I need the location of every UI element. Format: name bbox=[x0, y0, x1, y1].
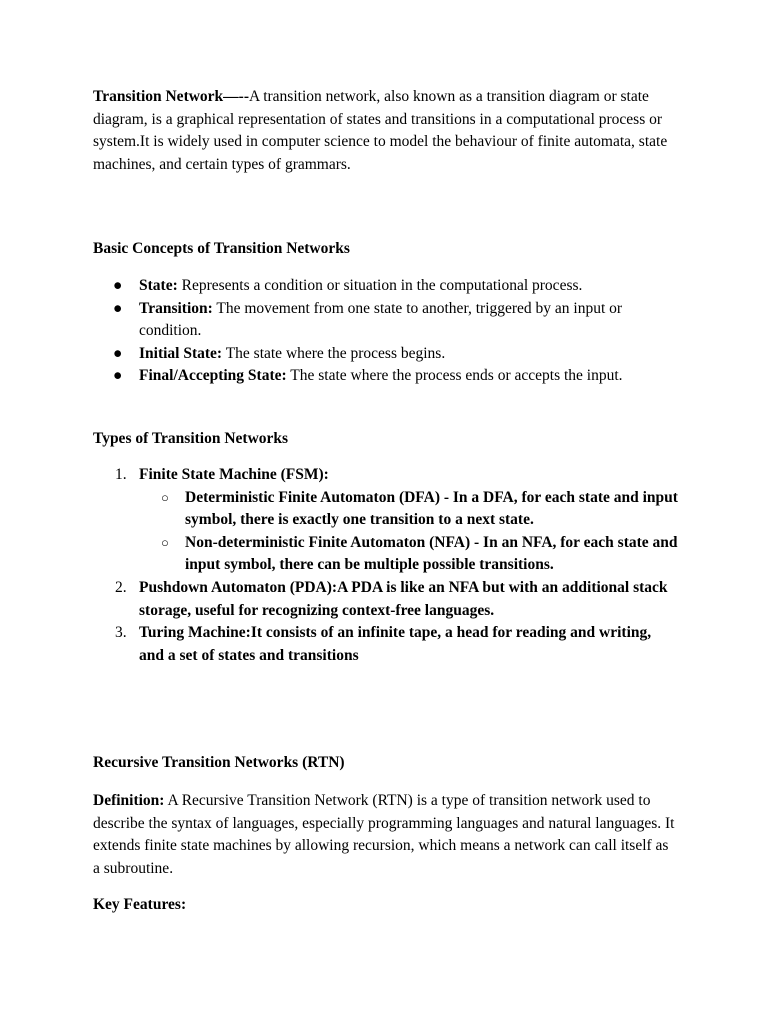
item-text: Represents a condition or situation in the computational process. bbox=[177, 277, 583, 294]
item-text: The movement from one state to another, triggered by an input or condition. bbox=[139, 299, 623, 340]
bullet-icon: ● bbox=[113, 344, 123, 362]
key-features-heading: Key Features: bbox=[93, 896, 187, 913]
circle-bullet-icon: ○ bbox=[161, 534, 169, 550]
bullet-icon: ● bbox=[113, 277, 123, 294]
item-term: Final/Accepting State: bbox=[139, 367, 287, 385]
fsm-sublist bbox=[139, 487, 678, 577]
sublist-item bbox=[139, 487, 678, 532]
item-text: Turing Machine:It consists of an infinite tape, a head for reading and writing, and a set of states and transitions bbox=[139, 624, 652, 664]
item-term: State: bbox=[139, 277, 178, 294]
document-page bbox=[93, 86, 678, 913]
basic-concepts-heading: Basic Concepts of Transition Networks bbox=[93, 240, 350, 257]
list-item bbox=[93, 343, 678, 366]
item-term: Transition: bbox=[139, 299, 213, 317]
item-text: The state where the process begins. bbox=[222, 344, 446, 362]
sublist-item bbox=[139, 532, 678, 577]
list-item bbox=[93, 577, 678, 622]
item-text: The state where the process ends or accepts the input. bbox=[286, 367, 623, 385]
list-number: 2. bbox=[115, 578, 127, 596]
intro-text: A transition network, also known as a transition diagram or state diagram, is a graphical representation of states and transitions in a computational process or system.It is widely used in computer science to model the behaviour of finite automata, state machines, and certain types of grammars. bbox=[93, 88, 668, 173]
list-item bbox=[93, 275, 678, 298]
basic-concepts-list bbox=[93, 275, 678, 388]
list-item bbox=[93, 365, 678, 388]
circle-bullet-icon: ○ bbox=[161, 489, 169, 505]
item-text: Pushdown Automaton (PDA):A PDA is like an NFA but with an additional stack storage, useful for recognizing context-free languages. bbox=[139, 578, 668, 619]
item-text: Finite State Machine (FSM): bbox=[139, 466, 329, 483]
types-heading: Types of Transition Networks bbox=[93, 430, 289, 447]
list-number: 1. bbox=[115, 466, 127, 483]
sub-text: Non-deterministic Finite Automaton (NFA) - In an NFA, for each state and input symbol, there can be multiple possible transitions. bbox=[185, 533, 678, 574]
list-item bbox=[93, 464, 678, 577]
sub-text: Deterministic Finite Automaton (DFA) - In a DFA, for each state and input symbol, there is exactly one transition to a next state. bbox=[185, 488, 678, 529]
definition-paragraph bbox=[93, 790, 678, 880]
rtn-heading: Recursive Transition Networks (RTN) bbox=[93, 754, 345, 771]
list-number: 3. bbox=[115, 624, 127, 642]
bullet-icon: ● bbox=[113, 367, 123, 385]
item-term: Initial State: bbox=[139, 344, 223, 362]
list-item bbox=[93, 622, 678, 667]
definition-text: A Recursive Transition Network (RTN) is a type of transition network used to describe the syntax of languages, especially programming languages and natural languages. It extends finite state machines by allowing recursion, which means a network can call itself as a subroutine. bbox=[93, 792, 675, 877]
intro-term: Transition Network bbox=[93, 88, 224, 105]
list-item bbox=[93, 298, 678, 343]
intro-dash: —-- bbox=[223, 88, 249, 105]
definition-term: Definition: bbox=[93, 792, 165, 809]
types-list bbox=[93, 464, 678, 667]
intro-paragraph bbox=[93, 86, 678, 176]
bullet-icon: ● bbox=[113, 299, 123, 317]
